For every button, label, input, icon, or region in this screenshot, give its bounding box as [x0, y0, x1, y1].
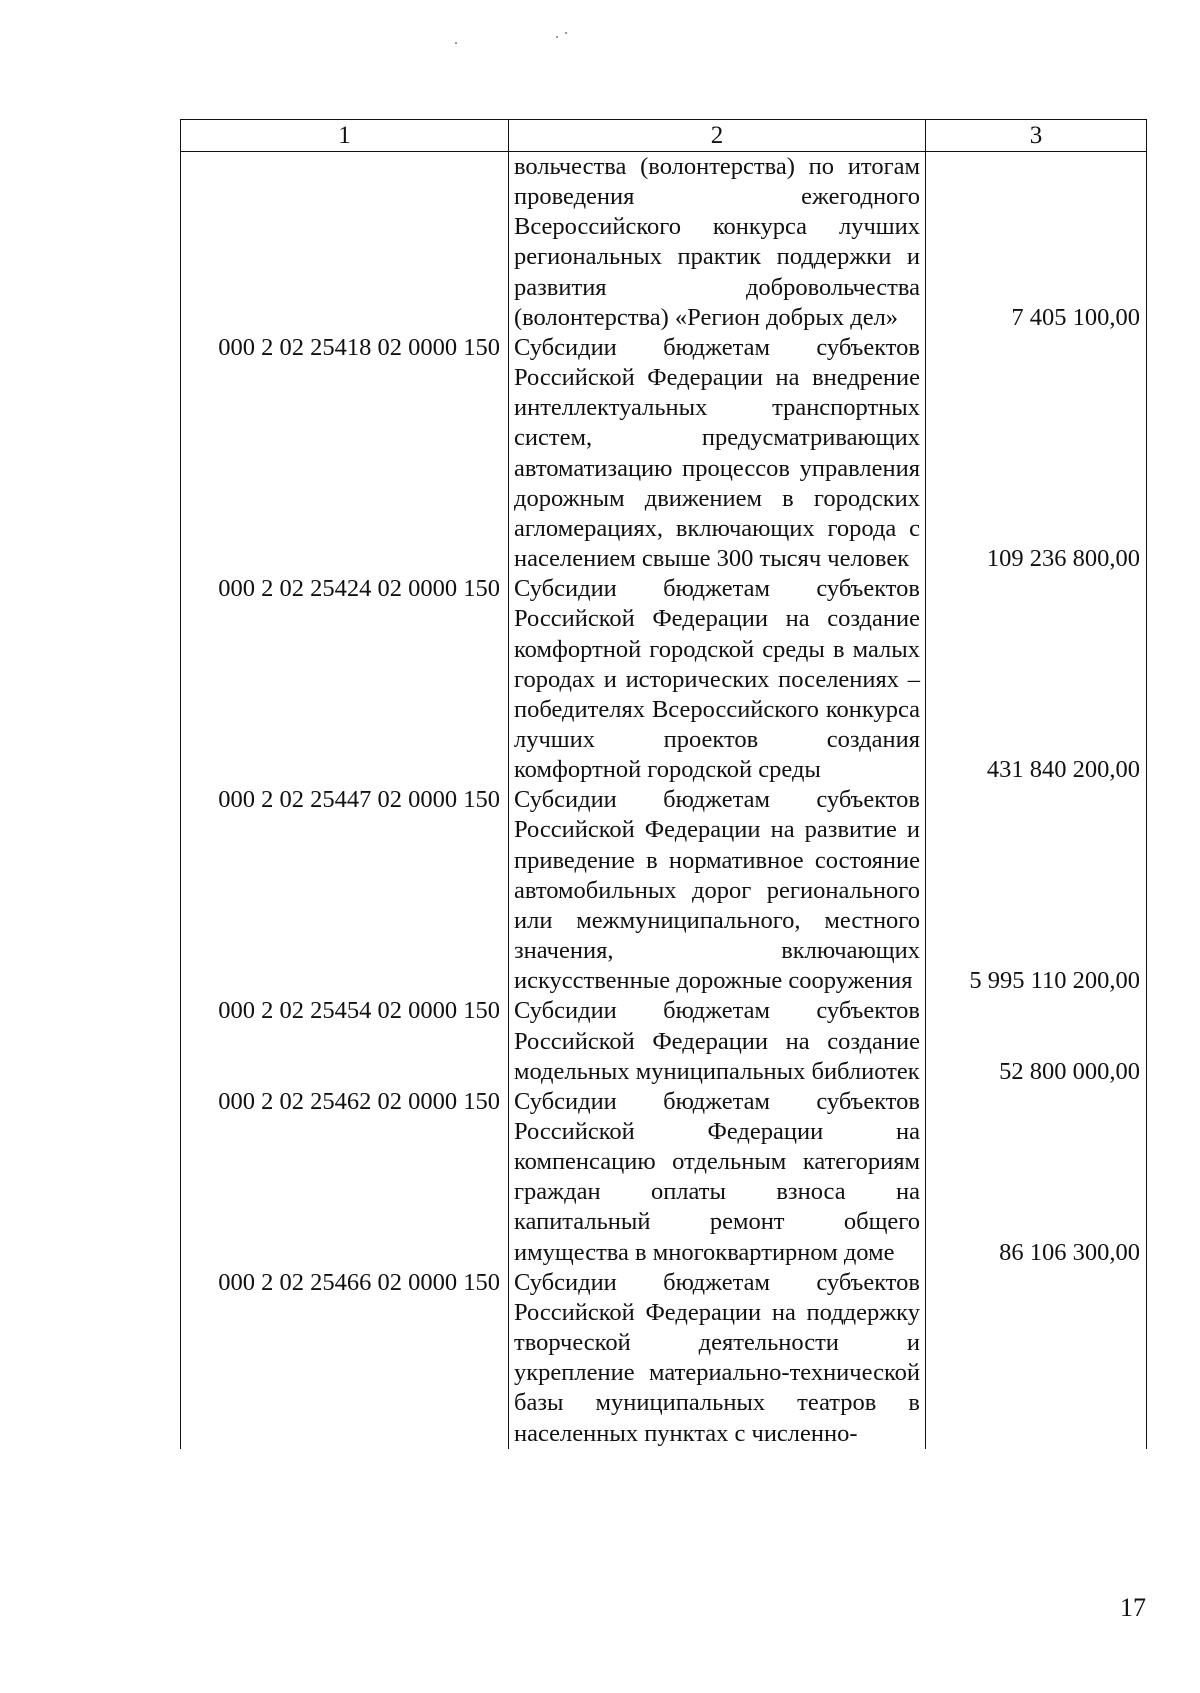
column-header-description: 2 — [509, 120, 926, 152]
row-amount: 109 236 800,00 — [926, 333, 1147, 574]
table-row — [181, 152, 1147, 333]
column-header-amount: 3 — [926, 120, 1147, 152]
row-amount: 5 995 110 200,00 — [926, 785, 1147, 996]
table-row — [181, 996, 1147, 1086]
row-amount: 431 840 200,00 — [926, 574, 1147, 785]
page-number: 17 — [1120, 1593, 1146, 1622]
row-description: Субсидии бюджетам субъектов Российской Федерации на создание комфортной городской среды в малых городах и исторических поселениях – победителях Всероссийского конкурса лучших проектов создания комфортной городской среды — [509, 574, 926, 785]
row-description: Субсидии бюджетам субъектов Российской Федерации на поддержку творческой деятельности и укрепление материально-технической базы муниципальных театров в населенных пунктах с численно- — [509, 1268, 926, 1449]
table-row — [181, 1268, 1147, 1449]
row-code: 000 2 02 25466 02 0000 150 — [181, 1268, 509, 1449]
row-code: 000 2 02 25447 02 0000 150 — [181, 785, 509, 996]
table-row — [181, 574, 1147, 785]
column-header-code: 1 — [181, 120, 509, 152]
row-description: Субсидии бюджетам субъектов Российской Федерации на развитие и приведение в нормативное состояние автомобильных дорог регионального или межмуниципального, местного значения, включающих искусственные дорожные сооружения — [509, 785, 926, 996]
row-code — [181, 152, 509, 333]
table-row — [181, 333, 1147, 574]
row-code: 000 2 02 25462 02 0000 150 — [181, 1087, 509, 1268]
row-amount: 86 106 300,00 — [926, 1087, 1147, 1268]
scan-speck — [565, 32, 567, 34]
row-code: 000 2 02 25418 02 0000 150 — [181, 333, 509, 574]
scan-speck — [455, 42, 457, 44]
row-code: 000 2 02 25424 02 0000 150 — [181, 574, 509, 785]
table-header-row — [181, 120, 1147, 152]
row-amount: 7 405 100,00 — [926, 152, 1147, 333]
row-code: 000 2 02 25454 02 0000 150 — [181, 996, 509, 1086]
row-description: Субсидии бюджетам субъектов Российской Федерации на внедрение интеллектуальных транспортных систем, предусматривающих автоматизацию процессов управления дорожным движением в городских агломерациях, включающих города с населением свыше 300 тысяч человек — [509, 333, 926, 574]
row-amount: 52 800 000,00 — [926, 996, 1147, 1086]
table-row — [181, 1087, 1147, 1268]
row-description: Субсидии бюджетам субъектов Российской Федерации на создание модельных муниципальных библиотек — [509, 996, 926, 1086]
row-description: Субсидии бюджетам субъектов Российской Федерации на компенсацию отдельным категориям граждан оплаты взноса на капитальный ремонт общего имущества в многоквартирном доме — [509, 1087, 926, 1268]
table-row — [181, 785, 1147, 996]
row-description: вольчества (волонтерства) по итогам проведения ежегодного Всероссийского конкурса лучших региональных практик поддержки и развития добровольчества (волонтерства) «Регион добрых дел» — [509, 152, 926, 333]
budget-table — [180, 119, 1147, 1449]
scan-speck — [556, 36, 558, 38]
row-amount — [926, 1268, 1147, 1449]
